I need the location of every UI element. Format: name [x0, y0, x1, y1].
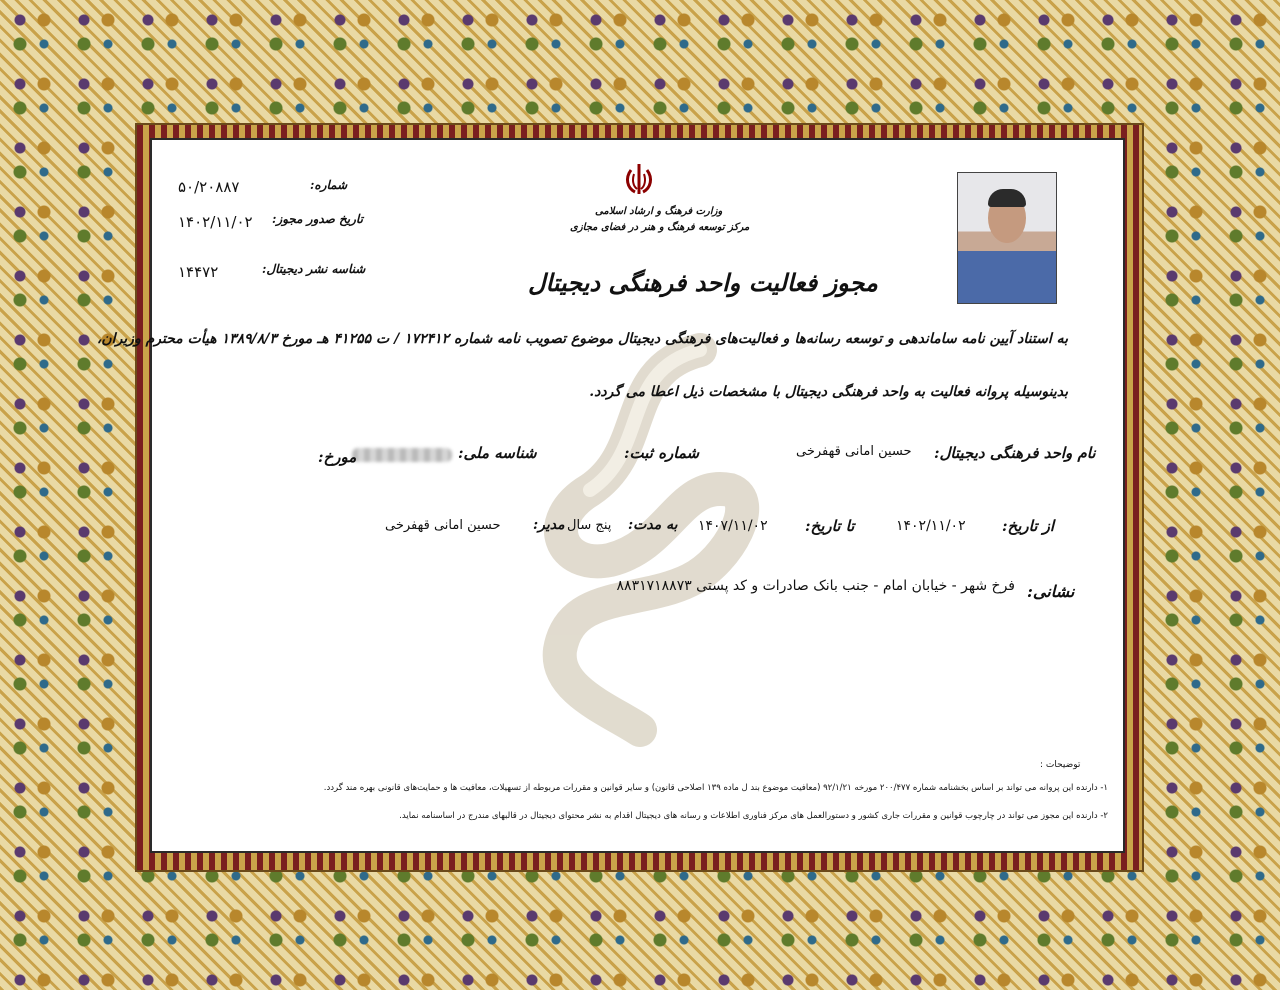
publisher-id-label: شناسه نشر دیجیتال:: [262, 262, 366, 276]
from-date-value: ۱۴۰۲/۱۱/۰۲: [896, 518, 966, 534]
body-line-2: بدینوسیله پروانه فعالیت به واحد فرهنگی دیجیتال با مشخصات ذیل اعطا می گردد.: [589, 384, 1068, 400]
notes-heading: توضیحات :: [1040, 760, 1081, 770]
number-label: شماره:: [310, 178, 348, 192]
ministry-line2: مرکز توسعه فرهنگ و هنر در فضای مجازی: [570, 222, 750, 233]
holder-photo: [957, 172, 1057, 304]
national-id-label: شناسه ملی:: [458, 444, 537, 462]
issue-date-label: تاریخ صدور مجوز:: [272, 212, 363, 226]
manager-value: حسین امانی قهفرخی: [385, 518, 501, 533]
note-2: ۲- دارنده این مجوز می تواند در چارچوب قوانین و مقررات جاری کشور و دستورالعمل های مرکز فناوری اطلاعات و رسانه های دیجیتال اقدام به نشر محتوای دیجیتال در قالبهای مندرج در اساسنامه نماید.: [399, 811, 1108, 821]
from-date-label: از تاریخ:: [1002, 517, 1055, 535]
note-1: ۱- دارنده این پروانه می تواند بر اساس بخشنامه شماره ۲۰۰/۴۷۷ مورخه ۹۲/۱/۲۱ (معافیت موضوع بند ل ماده ۱۳۹ اصلاحی قانون) و سایر قوانین و مقررات مربوطه از تسهیلات، معافیت ها و حمایت‌های قانونی بهره مند گردد.: [323, 783, 1108, 793]
iran-emblem-icon: [619, 160, 659, 200]
manager-label: مدیر:: [533, 517, 565, 533]
duration-label: به مدت:: [628, 517, 678, 533]
publisher-id-value: ۱۴۴۷۲: [178, 263, 219, 281]
redacted-national-id: [352, 448, 452, 462]
dated-label: مورخ:: [318, 448, 357, 466]
address-label: نشانی:: [1027, 582, 1075, 601]
to-date-value: ۱۴۰۷/۱۱/۰۲: [698, 518, 768, 534]
issue-date-value: ۱۴۰۲/۱۱/۰۲: [178, 213, 253, 231]
to-date-label: تا تاریخ:: [805, 517, 855, 535]
page-title: مجوز فعالیت واحد فرهنگی دیجیتال: [528, 268, 878, 297]
body-line-1: به استناد آیین نامه ساماندهی و توسعه رسانه‌ها و فعالیت‌های فرهنگی دیجیتال موضوع تصویب نامه شماره ۱۷۲۴۱۲ / ت ۴۱۲۵۵ هـ مورخ ۱۳۸۹/۸/۳ هیأت محترم وزیران،: [96, 331, 1068, 347]
reg-number-label: شماره ثبت:: [624, 444, 700, 462]
address-value: فرخ شهر - خیابان امام - جنب بانک صادرات و کد پستی ۸۸۳۱۷۱۸۸۷۳: [616, 578, 1015, 594]
number-value: ۵۰/۲۰۸۸۷: [178, 178, 240, 196]
unit-name-value: حسین امانی قهفرخی: [796, 444, 912, 459]
ministry-line1: وزارت فرهنگ و ارشاد اسلامی: [595, 206, 723, 217]
duration-value: پنج سال: [567, 518, 612, 533]
unit-name-label: نام واحد فرهنگی دیجیتال:: [934, 444, 1096, 462]
